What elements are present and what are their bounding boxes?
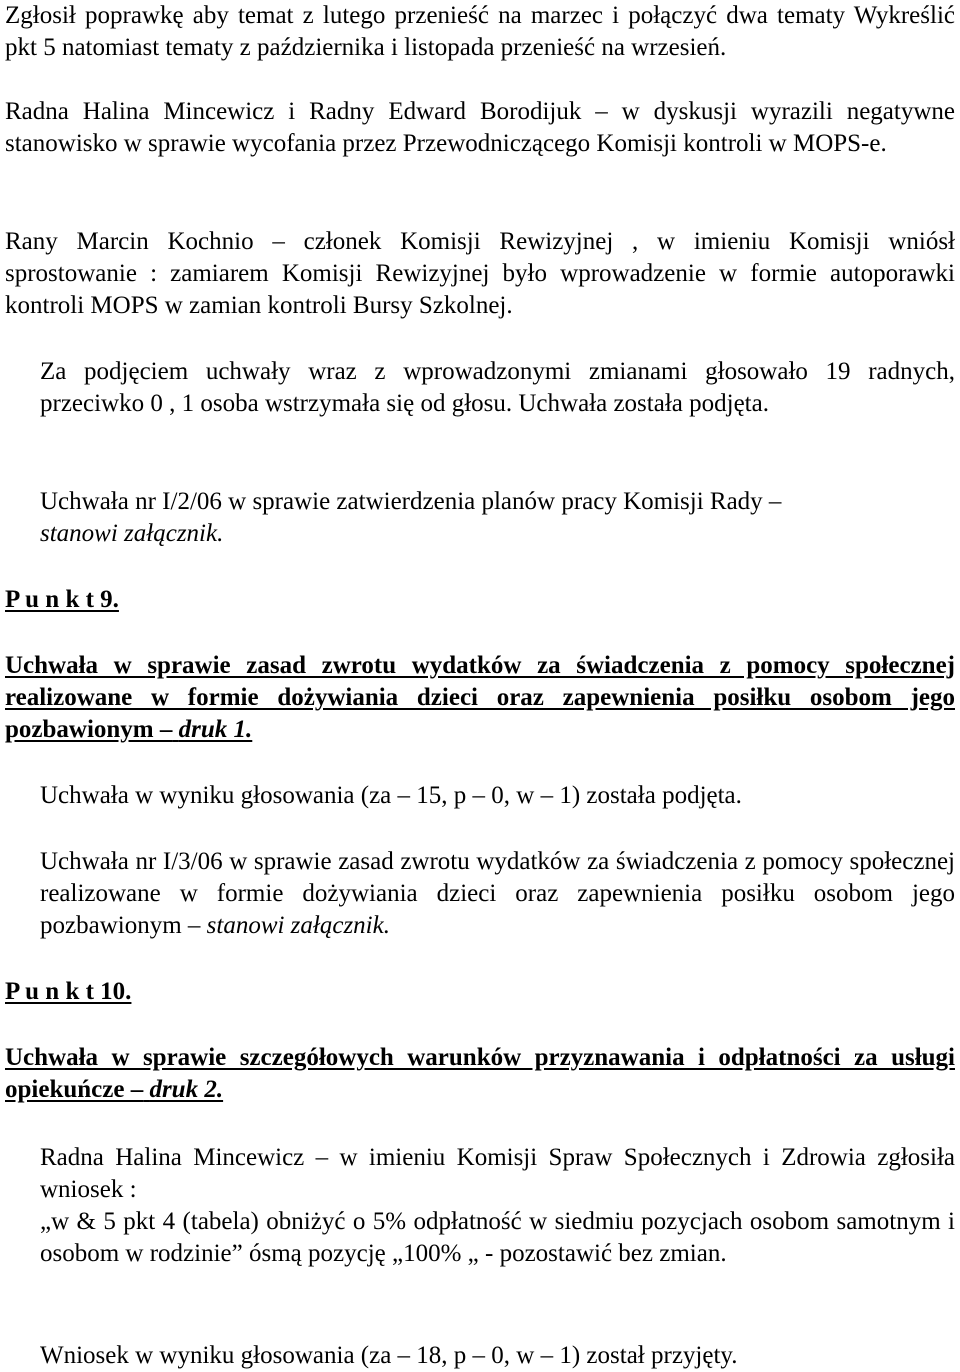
paragraph-motion-vote: Wniosek w wyniku głosowania (za – 18, p – 0, w – 1) został przyjęty.	[40, 1342, 738, 1369]
paragraph-resolution-i-3-06	[40, 846, 955, 942]
druk-2-label: druk 2.	[149, 1076, 224, 1103]
attachment-note-2: stanowi załącznik.	[206, 912, 390, 939]
paragraph-amendment: Zgłosił poprawkę aby temat z lutego przenieść na marzec i połączyć dwa tematy Wykreślić pkt 5 natomiast tematy z października i listopada przenieść na wrzesień.	[5, 2, 955, 61]
punkt-10-heading: P u n k t 10.	[5, 978, 132, 1005]
attachment-note: stanowi załącznik.	[40, 520, 224, 547]
druk-1-label: druk 1.	[178, 716, 253, 743]
resolution-9-title-text: Uchwała w sprawie zasad zwrotu wydatków za świadczenia z pomocy społecznej realizowane w formie dożywiania dzieci oraz zapewnienia posiłku osobom jego pozbawionym –	[5, 652, 955, 743]
resolution-9-title	[5, 650, 955, 746]
resolution-i-3-06-text: Uchwała nr I/3/06 w sprawie zasad zwrotu wydatków za świadczenia z pomocy społecznej realizowane w formie dożywiania dzieci oraz zapewnienia posiłku osobom jego pozbawionym –	[40, 848, 955, 939]
punkt-9-heading: P u n k t 9.	[5, 586, 119, 613]
paragraph-motion-content: „w & 5 pkt 4 (tabela) obniżyć o 5% odpłatność w siedmiu pozycjach osobom samotnym i osobom w rodzinie” ósmą pozycję „100% „ - pozostawić bez zmian.	[40, 1208, 955, 1267]
paragraph-motion: Radna Halina Mincewicz – w imieniu Komisji Spraw Społecznych i Zdrowia zgłosiła wniosek :	[40, 1144, 955, 1203]
resolution-10-title-text: Uchwała w sprawie szczegółowych warunków przyznawania i odpłatności za usługi opiekuńcze –	[5, 1044, 955, 1103]
paragraph-resolution-i-2-06	[40, 486, 920, 550]
resolution-text: Uchwała nr I/2/06 w sprawie zatwierdzenia planów pracy Komisji Rady –	[40, 488, 782, 515]
paragraph-correction: Rany Marcin Kochnio – członek Komisji Rewizyjnej , w imieniu Komisji wniósł sprostowanie : zamiarem Komisji Rewizyjnej było wprowadzenie w formie autoporawki kontroli MOPS w zamian kontroli Bursy Szkolnej.	[5, 228, 955, 319]
resolution-10-title	[5, 1042, 955, 1106]
paragraph-vote-result-9: Uchwała w wyniku głosowania (za – 15, p – 0, w – 1) została podjęta.	[40, 782, 742, 809]
paragraph-discussion: Radna Halina Mincewicz i Radny Edward Borodijuk – w dyskusji wyrazili negatywne stanowisko w sprawie wycofania przez Przewodniczącego Komisji kontroli w MOPS-e.	[5, 98, 955, 157]
paragraph-vote-result: Za podjęciem uchwały wraz z wprowadzonymi zmianami głosowało 19 radnych, przeciwko 0 , 1 osoba wstrzymała się od głosu. Uchwała została podjęta.	[40, 358, 955, 417]
